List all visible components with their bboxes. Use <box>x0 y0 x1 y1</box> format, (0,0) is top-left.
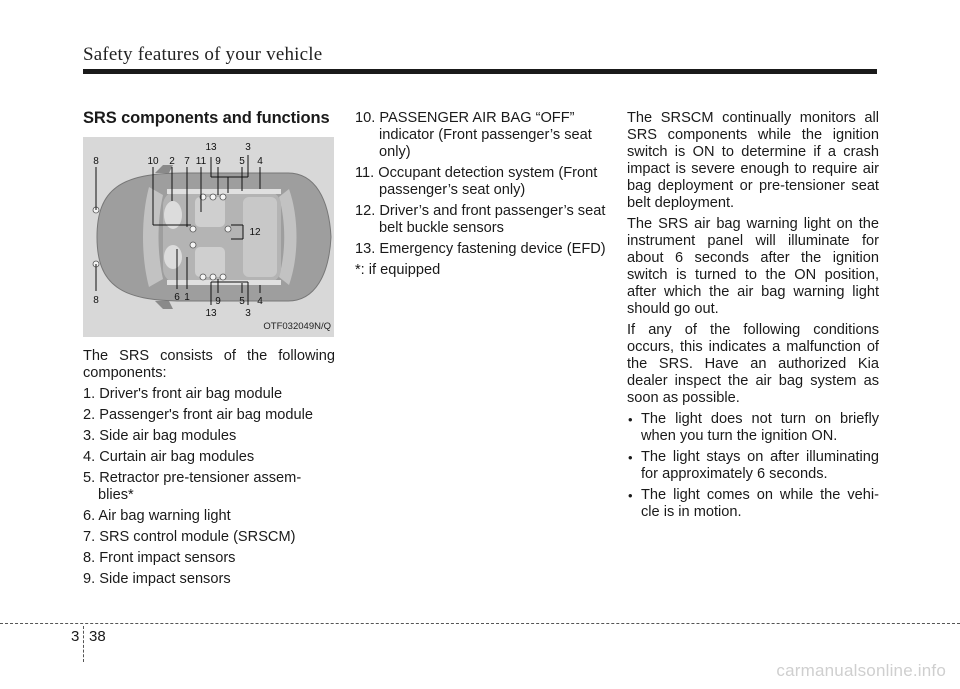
callout-8-top: 8 <box>93 156 99 167</box>
list-item: 2. Passenger's front air bag module <box>83 407 313 423</box>
callout-1: 1 <box>184 292 190 303</box>
bullet-item: • The light does not turn on briefly when you turn the ignition ON. <box>627 411 879 445</box>
list-item: 13. Emergency fastening device (EFD) <box>355 241 606 257</box>
driver-airbag-shape <box>164 245 182 269</box>
component-list-part1 <box>83 386 335 588</box>
callout-9-bottom: 9 <box>215 296 221 307</box>
list-item: 6. Air bag warning light <box>83 508 231 524</box>
callout-4-top: 4 <box>257 156 263 167</box>
footer-rule <box>0 623 960 624</box>
callout-13-top: 13 <box>205 142 217 153</box>
header-rule <box>83 69 877 74</box>
watermark: carmanualsonline.info <box>776 661 946 680</box>
callout-9-top: 9 <box>215 156 221 167</box>
page-header-title: Safety features of your vehicle <box>83 44 323 65</box>
list-item: 7. SRS control module (SRSCM) <box>83 529 296 545</box>
list-item: 9. Side impact sensors <box>83 571 231 587</box>
list-item: 11. Occupant detection system (Front passenger’s seat only) <box>355 165 598 198</box>
list-item: 12. Driver’s and front passenger’s seat belt buckle sensors <box>355 203 606 236</box>
bullet-item: • The light comes on while the vehi-cle is in motion. <box>627 487 879 521</box>
curtain-airbag-top <box>167 189 281 194</box>
paragraph-srscm-monitoring: The SRSCM continually monitors all SRS components while the ignition switch is ON to determine if a crash impact is severe enough to require air bag deployment or pre-tensioner seat belt deployment. <box>627 110 879 211</box>
paragraph-malfunction: If any of the following conditions occurs, this indicates a malfunction of the SRS. Have an authorized Kia dealer inspect the air bag system as soon as possible. <box>627 322 879 406</box>
callout-5-top: 5 <box>239 156 245 167</box>
section-number: 3 <box>71 628 80 645</box>
list-item: 5. Retractor pre-tensioner assem-blies* <box>83 470 302 503</box>
callout-5-bottom: 5 <box>239 296 245 307</box>
callout-3-bottom: 3 <box>245 308 251 319</box>
car-diagram <box>83 137 334 337</box>
section-heading: SRS components and functions <box>83 109 330 127</box>
mirror-bottom <box>155 301 173 309</box>
column-middle <box>355 110 607 283</box>
list-item: 10. PASSENGER AIR BAG “OFF” indicator (Front passenger’s seat only) <box>355 110 592 160</box>
seat-front-passenger <box>195 197 225 227</box>
callout-6: 6 <box>174 292 180 303</box>
callout-10: 10 <box>147 156 159 167</box>
malfunction-conditions-list <box>627 411 879 521</box>
paragraph-warning-light: The SRS air bag warning light on the instrument panel will illuminate for about 6 seconds after the ignition switch is turned to the ON position, after which the air bag warning light should go out. <box>627 216 879 317</box>
list-item: 1. Driver's front air bag module <box>83 386 283 402</box>
callout-2: 2 <box>169 156 175 167</box>
component-list-part2 <box>355 110 607 279</box>
callout-11: 11 <box>195 156 207 167</box>
callout-12: 12 <box>249 227 261 238</box>
list-item: 4. Curtain air bag modules <box>83 449 255 465</box>
list-item: 8. Front impact sensors <box>83 550 236 566</box>
footnote: *: if equipped <box>355 262 441 278</box>
list-item: 3. Side air bag modules <box>83 428 237 444</box>
srs-components-figure <box>83 137 334 337</box>
intro-text: The SRS consists of the following components: <box>83 348 335 381</box>
callout-13-bottom: 13 <box>205 308 217 319</box>
footer-divider <box>83 626 84 662</box>
callout-3-top: 3 <box>245 142 251 153</box>
callout-8-bottom: 8 <box>93 295 99 306</box>
page-number: 38 <box>89 628 106 645</box>
callout-4-bottom: 4 <box>257 296 263 307</box>
figure-code: OTF032049N/Q <box>263 321 331 332</box>
seat-driver <box>195 247 225 277</box>
column-left <box>83 110 335 592</box>
column-right <box>627 110 879 525</box>
bullet-item: • The light stays on after illuminating for approximately 6 seconds. <box>627 449 879 483</box>
callout-7: 7 <box>184 156 190 167</box>
